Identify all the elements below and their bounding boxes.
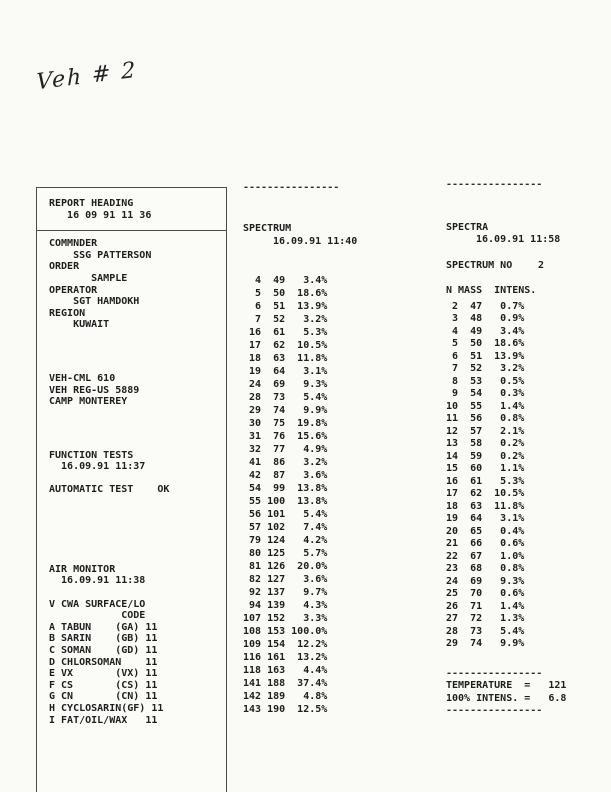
- agent-code-row: E VX (VX) 11: [49, 668, 158, 680]
- air-monitor-line: AIR MONITOR: [49, 563, 116, 575]
- intensity-line: 100% INTENS. = 6.8: [446, 692, 567, 704]
- report-strip-body: [37, 231, 226, 726]
- spectra-datetime: 16.09.91 11:58: [476, 234, 561, 245]
- spectra-row: 24 69 9.3%: [446, 575, 525, 587]
- vehicle-line: VEH REG-US 5889: [49, 384, 140, 396]
- spectra-row: 6 51 13.9%: [446, 350, 525, 362]
- air-monitor-line: 16.09.91 11:38: [49, 575, 146, 587]
- function-tests-block: [49, 450, 222, 473]
- agent-code-row: G CN (CN) 11: [49, 691, 158, 703]
- spectra-row: 3 48 0.9%: [446, 313, 525, 324]
- spectrum-number-value: 2: [537, 259, 544, 271]
- identity-line: COMMNDER: [49, 238, 98, 250]
- spectrum-row: 55 100 13.8%: [243, 496, 328, 507]
- identity-line: SSG PATTERSON: [49, 249, 152, 261]
- spectra-rows: [446, 301, 572, 651]
- spectra-row: 14 59 0.2%: [446, 450, 525, 462]
- spectra-row: 7 52 3.2%: [446, 363, 525, 374]
- spectra-row: 21 66 0.6%: [446, 538, 525, 549]
- identity-line: ORDER: [49, 261, 80, 273]
- identity-line: KUWAIT: [49, 319, 110, 331]
- spectrum-row: 6 51 13.9%: [243, 301, 328, 312]
- footer-divider-bottom: ----------------: [446, 705, 543, 716]
- spectrum-row: 32 77 4.9%: [243, 444, 328, 455]
- spectra-row: 18 63 11.8%: [446, 500, 525, 512]
- spectrum-rows: [243, 274, 363, 716]
- spectra-row: 27 72 1.3%: [446, 613, 525, 624]
- spectra-row: 9 54 0.3%: [446, 388, 525, 399]
- spectra-row: 8 53 0.5%: [446, 375, 525, 387]
- spectrum-row: 54 99 13.8%: [243, 483, 328, 494]
- air-monitor-block: [49, 564, 222, 587]
- report-heading-line: REPORT HEADING: [49, 198, 134, 209]
- spectrum-number-line: [446, 260, 544, 273]
- spectra-row: 25 70 0.6%: [446, 588, 525, 599]
- spectra-row: 5 50 18.6%: [446, 338, 525, 349]
- agent-code-row: I FAT/OIL/WAX 11: [49, 714, 158, 726]
- spectrum-row: 107 152 3.3%: [243, 613, 328, 624]
- spectra-row: 28 73 5.4%: [446, 625, 525, 637]
- spectrum-title: SPECTRUM: [243, 223, 292, 234]
- identity-line: OPERATOR: [49, 284, 98, 296]
- vehicle-line: CAMP MONTEREY: [49, 396, 128, 408]
- spectrum-row: 4 49 3.4%: [243, 275, 328, 286]
- spectra-row: 19 64 3.1%: [446, 513, 525, 524]
- agent-code-table: [49, 622, 222, 726]
- agent-code-row: D CHLORSOMAN 11: [49, 656, 158, 668]
- spectra-row: 23 68 0.8%: [446, 563, 525, 574]
- agent-code-row: A TABUN (GA) 11: [49, 621, 158, 633]
- agent-code-row: H CYCLOSARIN(GF) 11: [49, 703, 164, 715]
- spectrum-printout: [243, 181, 363, 716]
- spectrum-row: 29 74 9.9%: [243, 405, 328, 416]
- spectrum-row: 92 137 9.7%: [243, 587, 328, 598]
- spectrum-row: 24 69 9.3%: [243, 379, 328, 390]
- spectra-row: 29 74 9.9%: [446, 638, 525, 649]
- spectrum-row: 143 190 12.5%: [243, 704, 328, 715]
- spectrum-row: 79 124 4.2%: [243, 535, 328, 546]
- spectra-row: 16 61 5.3%: [446, 475, 525, 487]
- agent-code-row: B SARIN (GB) 11: [49, 633, 158, 645]
- surface-header-lines: [49, 599, 222, 622]
- spectra-row: 17 62 10.5%: [446, 488, 525, 499]
- surface-test-block: [49, 599, 222, 727]
- vehicle-block: [49, 373, 222, 408]
- automatic-test-result: AUTOMATIC TEST OK: [49, 483, 170, 495]
- report-strip: [36, 187, 227, 792]
- spectrum-row: 141 188 37.4%: [243, 678, 328, 689]
- handwritten-vehicle-note: Veh # 2: [36, 57, 138, 96]
- spectrum-number-label: SPECTRUM NO: [446, 259, 513, 271]
- spectrum-row: 19 64 3.1%: [243, 366, 328, 377]
- temperature-line: TEMPERATURE = 121: [446, 680, 567, 691]
- identity-line: SGT HAMDOKH: [49, 296, 140, 308]
- spectrum-row: 30 75 19.8%: [243, 418, 328, 429]
- surface-header-line: CODE: [49, 610, 146, 622]
- spectrum-row: 57 102 7.4%: [243, 522, 328, 533]
- spectra-row: 26 71 1.4%: [446, 600, 525, 612]
- spectra-row: 15 60 1.1%: [446, 463, 525, 474]
- spectra-row: 12 57 2.1%: [446, 425, 525, 437]
- spectra-row: 10 55 1.4%: [446, 400, 525, 412]
- spectrum-row: 28 73 5.4%: [243, 392, 328, 403]
- spectrum-row: 108 153 100.0%: [243, 626, 328, 637]
- surface-header-line: V CWA SURFACE/LO: [49, 598, 146, 610]
- identity-line: REGION: [49, 307, 86, 319]
- spectrum-datetime: 16.09.91 11:40: [273, 236, 358, 247]
- agent-code-row: C SOMAN (GD) 11: [49, 645, 158, 657]
- spectra-row: 2 47 0.7%: [446, 300, 525, 312]
- spectra-printout: [446, 179, 572, 718]
- spectra-row: 13 58 0.2%: [446, 438, 525, 449]
- spectrum-row: 18 63 11.8%: [243, 353, 328, 364]
- spectrum-row: 142 189 4.8%: [243, 691, 328, 702]
- spectrum-row: 81 126 20.0%: [243, 561, 328, 572]
- identity-line: SAMPLE: [49, 272, 128, 284]
- spectrum-row: 17 62 10.5%: [243, 340, 328, 351]
- footer-divider-top: ----------------: [446, 667, 543, 679]
- report-heading-block: [37, 188, 226, 231]
- spectra-title: SPECTRA: [446, 221, 489, 233]
- spectra-row: 11 56 0.8%: [446, 413, 525, 424]
- spectrum-row: 94 139 4.3%: [243, 600, 328, 611]
- spectrum-row: 82 127 3.6%: [243, 574, 328, 585]
- spectrum-row: 5 50 18.6%: [243, 288, 328, 299]
- top-divider: ----------------: [243, 182, 340, 193]
- spectrum-row: 109 154 12.2%: [243, 639, 328, 650]
- function-test-line: FUNCTION TESTS: [49, 449, 134, 461]
- identity-block: [49, 238, 222, 331]
- spectra-row: 22 67 1.0%: [446, 550, 525, 562]
- spectra-column-headers: N MASS INTENS.: [446, 285, 537, 296]
- function-test-line: 16.09.91 11:37: [49, 461, 146, 473]
- spectrum-row: 118 163 4.4%: [243, 665, 328, 676]
- spectra-row: 20 65 0.4%: [446, 525, 525, 537]
- report-heading-line: 16 09 91 11 36: [49, 209, 152, 221]
- spectrum-row: 80 125 5.7%: [243, 548, 328, 559]
- spectrum-row: 116 161 13.2%: [243, 652, 328, 663]
- agent-code-row: F CS (CS) 11: [49, 679, 158, 691]
- spectrum-row: 41 86 3.2%: [243, 457, 328, 468]
- spectrum-row: 56 101 5.4%: [243, 509, 328, 520]
- vehicle-line: VEH-CML 610: [49, 372, 116, 384]
- spectra-row: 4 49 3.4%: [446, 325, 525, 337]
- spectrum-row: 31 76 15.6%: [243, 431, 328, 442]
- spectrum-row: 42 87 3.6%: [243, 470, 328, 481]
- top-divider: ----------------: [446, 179, 543, 190]
- spectrum-row: 7 52 3.2%: [243, 314, 328, 325]
- spectrum-row: 16 61 5.3%: [243, 327, 328, 338]
